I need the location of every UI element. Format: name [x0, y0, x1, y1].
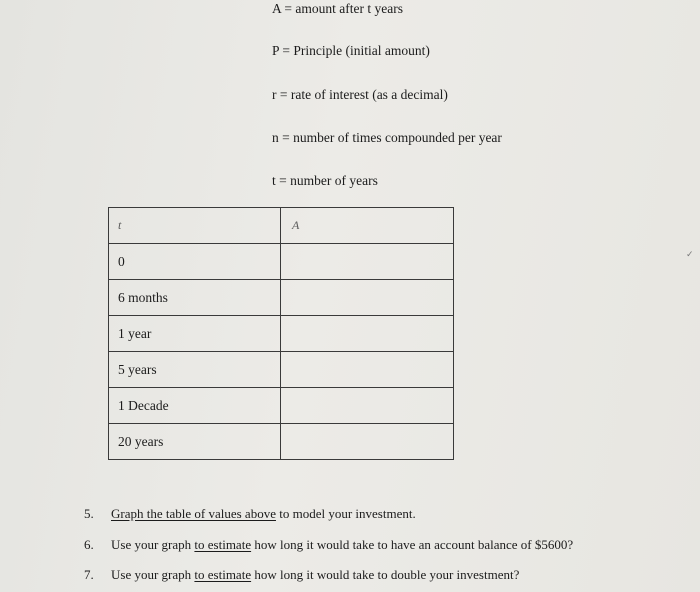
header-t: t	[109, 208, 281, 244]
definition-p: P = Principle (initial amount)	[272, 43, 430, 58]
header-a	[281, 208, 454, 244]
cell-a[interactable]	[281, 244, 454, 280]
cell-t: 20 years	[109, 424, 281, 460]
cell-t: 5 years	[109, 352, 281, 388]
question-7	[84, 567, 519, 583]
cell-a[interactable]	[281, 352, 454, 388]
table-row	[109, 316, 454, 352]
table-header-row	[109, 208, 454, 244]
definition-r: r = rate of interest (as a decimal)	[272, 87, 448, 102]
question-number: 7.	[84, 567, 94, 582]
question-text-after: how long it would take to have an account balance of $5600?	[251, 537, 574, 552]
question-text-before: Use your graph	[111, 537, 195, 552]
pen-mark-icon: ✓	[686, 250, 694, 260]
cell-t: 6 months	[109, 280, 281, 316]
question-text-after: to model your investment.	[275, 506, 416, 521]
cell-t: 1 year	[109, 316, 281, 352]
cell-a[interactable]	[281, 280, 454, 316]
definition-t: t = number of years	[272, 173, 378, 188]
table-row	[109, 388, 454, 424]
question-text-after: how long it would take to double your investment?	[251, 567, 520, 582]
question-number: 6.	[84, 537, 94, 552]
table-row	[109, 280, 454, 316]
table-row	[109, 352, 454, 388]
cell-a[interactable]	[281, 388, 454, 424]
question-text-before: Use your graph	[111, 567, 195, 582]
header-a-label: A	[292, 218, 300, 232]
cell-a[interactable]	[281, 316, 454, 352]
question-6	[84, 537, 573, 553]
question-underlined-text: to estimate	[194, 537, 252, 552]
question-number: 5.	[84, 506, 94, 521]
values-table	[108, 207, 454, 460]
definition-n: n = number of times compounded per year	[272, 130, 502, 145]
question-underlined-text: to estimate	[194, 567, 252, 582]
cell-t: 1 Decade	[109, 388, 281, 424]
table-row	[109, 424, 454, 460]
question-underlined-text: Graph the table of values above	[111, 506, 276, 521]
cell-a[interactable]	[281, 424, 454, 460]
cell-t: 0	[109, 244, 281, 280]
definition-a: A = amount after t years	[272, 1, 403, 16]
question-5	[84, 506, 416, 522]
table-row	[109, 244, 454, 280]
